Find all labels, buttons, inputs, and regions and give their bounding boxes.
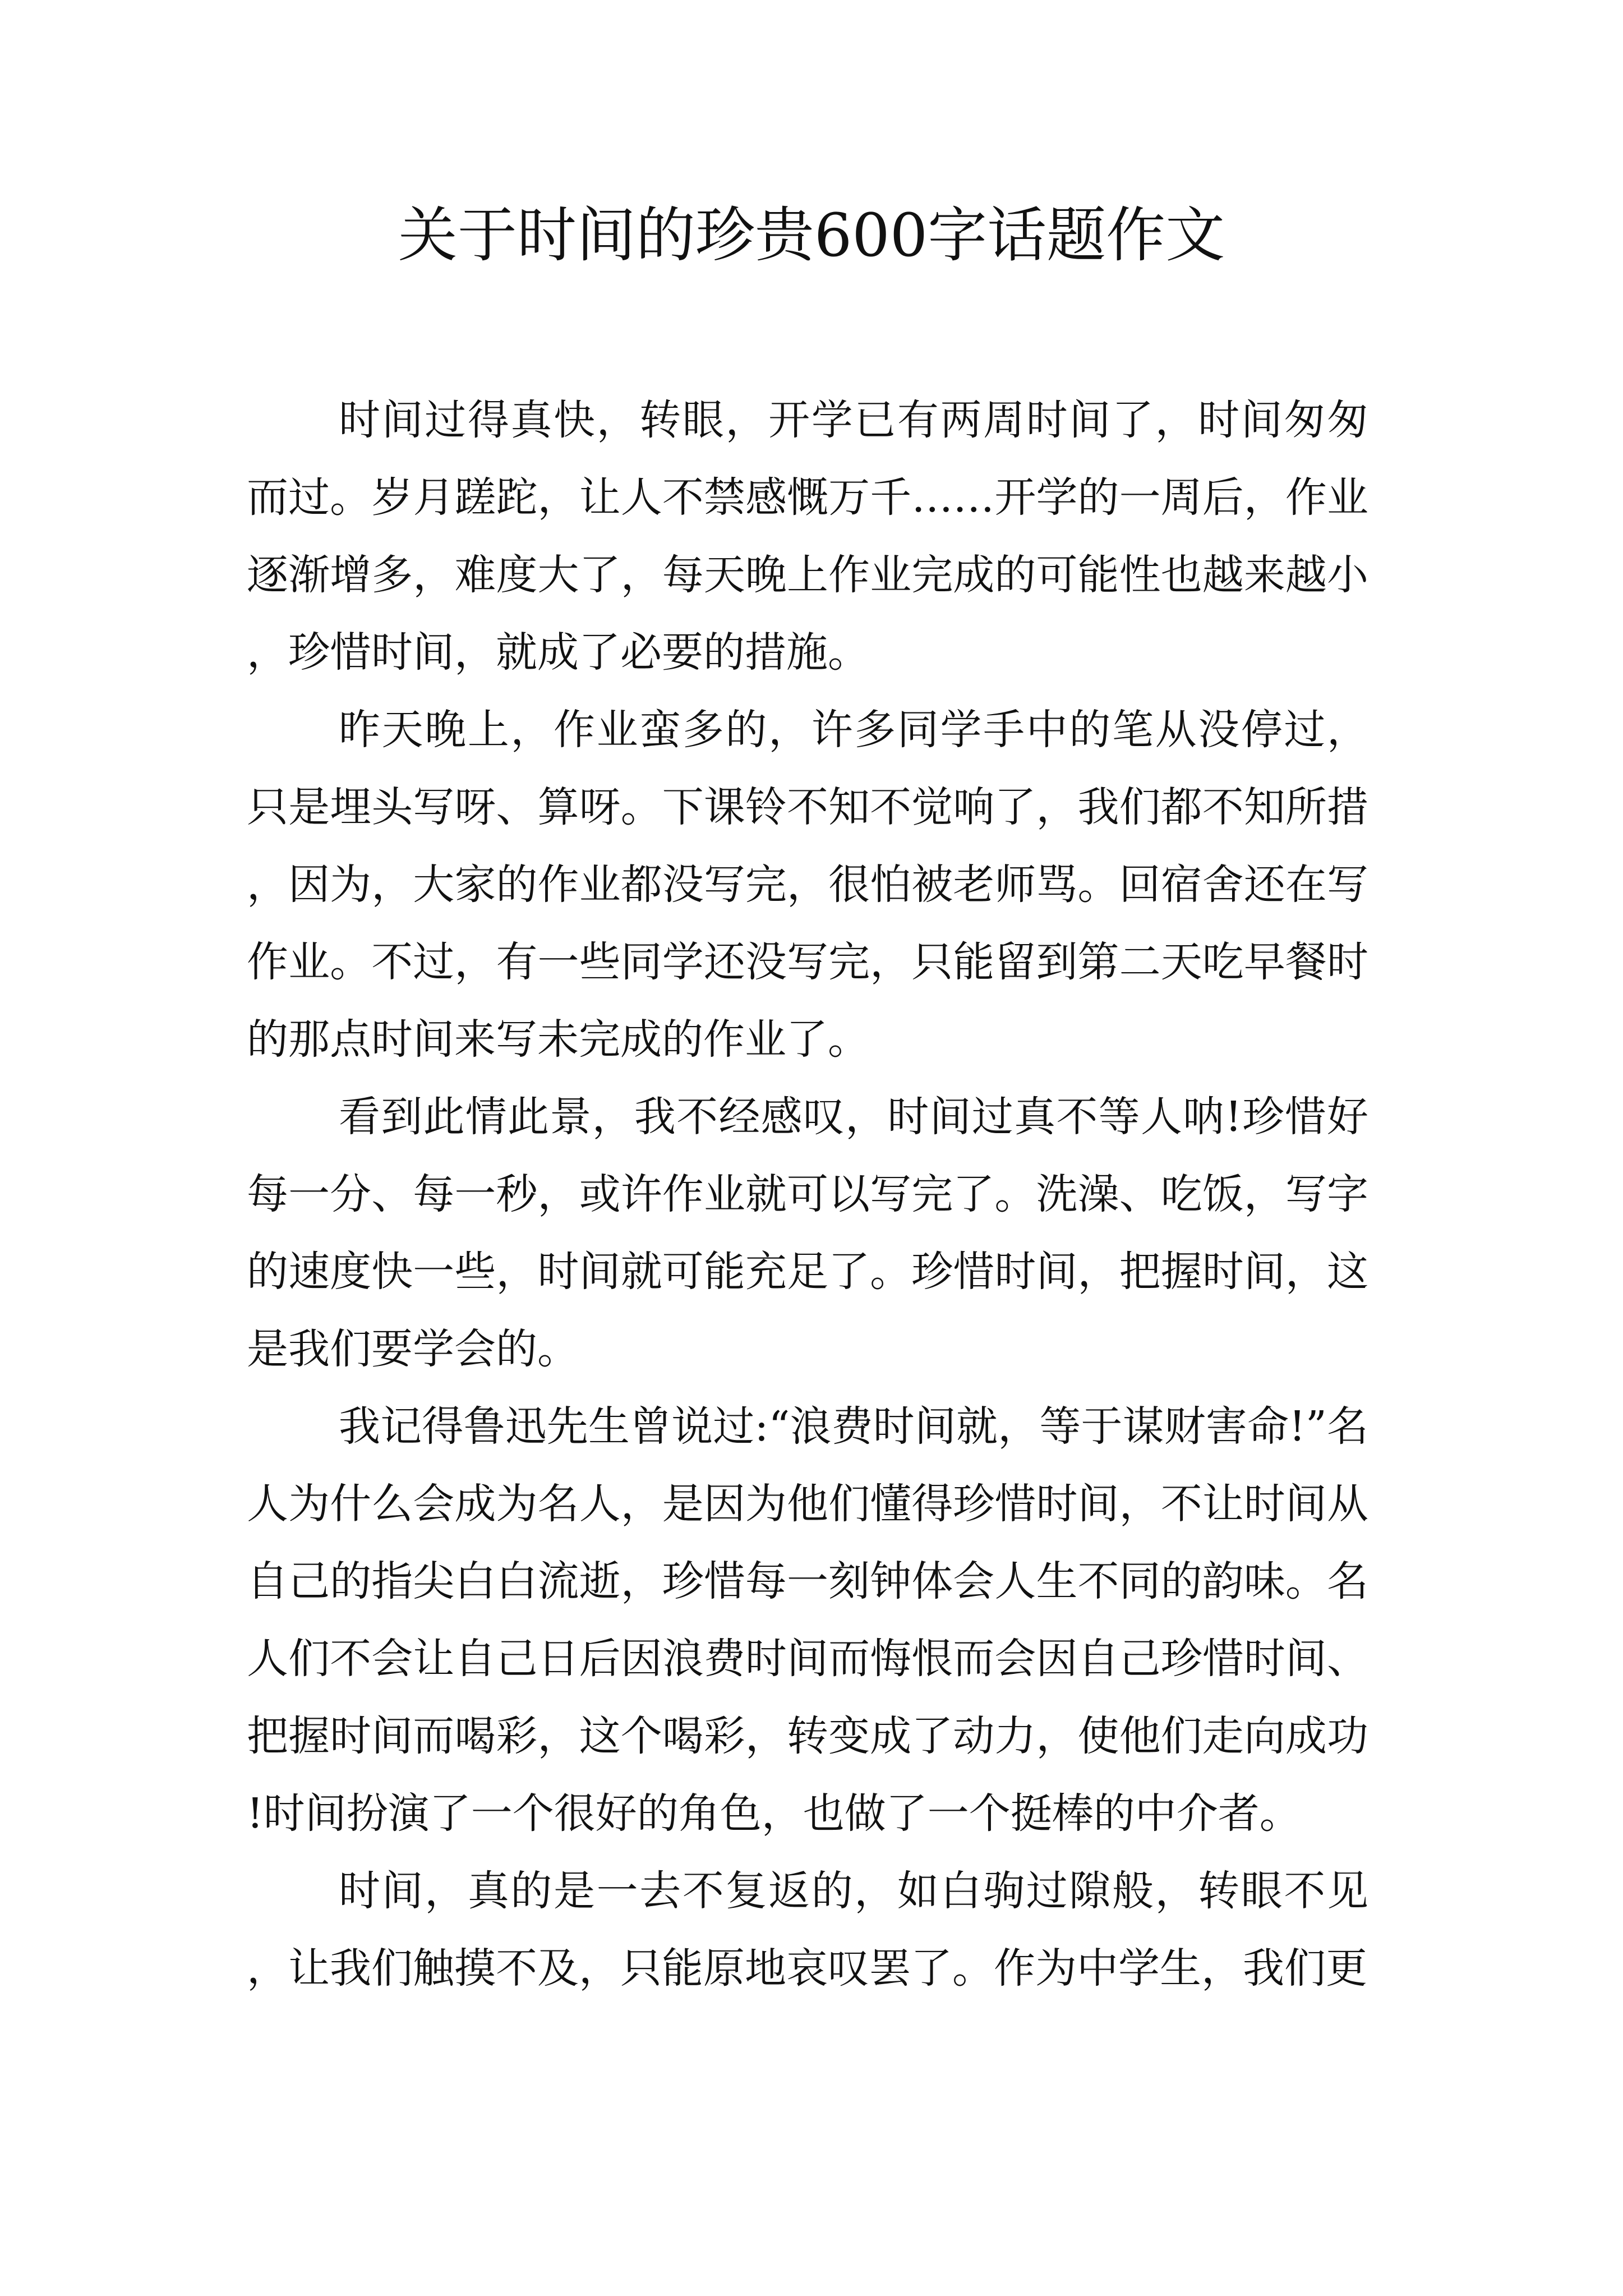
paragraph-3: 看到此情此景，我不经感叹，时间过真不等人呐!珍惜好每一分、每一秒，或许作业就可以写完了。洗澡、吃饭，写字的速度快一些，时间就可能充足了。珍惜时间，把握时间，这是我们要学会的。 [247,1093,1368,1373]
document-title: 关于时间的珍贵600字话题作文 [398,201,1225,270]
paragraph-1: 时间过得真快，转眼，开学已有两周时间了，时间匆匆而过。岁月蹉跎，让人不禁感慨万千……开学的一周后，作业逐渐增多，难度大了，每天晚上作业完成的可能性也越来越小，珍惜时间，就成了必要的措施。 [247,396,1368,677]
document-body [247,381,1368,2007]
paragraph-2: 昨天晚上，作业蛮多的，许多同学手中的笔从没停过，只是埋头写呀、算呀。下课铃不知不觉响了，我们都不知所措，因为，大家的作业都没写完，很怕被老师骂。回宿舍还在写作业。不过，有一些同学还没写完，只能留到第二天吃早餐时的那点时间来写未完成的作业了。 [247,706,1368,1064]
paragraph-5: 时间，真的是一去不复返的，如白驹过隙般，转眼不见，让我们触摸不及，只能原地哀叹罢了。作为中学生，我们更 [247,1867,1368,1993]
paragraph-4: 我记得鲁迅先生曾说过:“浪费时间就，等于谋财害命!”名人为什么会成为名人，是因为他们懂得珍惜时间，不让时间从自己的指尖白白流逝，珍惜每一刻钟体会人生不同的韵味。名人们不会让自己日后因浪费时间而悔恨而会因自己珍惜时间、把握时间而喝彩，这个喝彩，转变成了动力，使他们走向成功!时间扮演了一个很好的角色，也做了一个挺棒的中介者。 [247,1402,1368,1838]
